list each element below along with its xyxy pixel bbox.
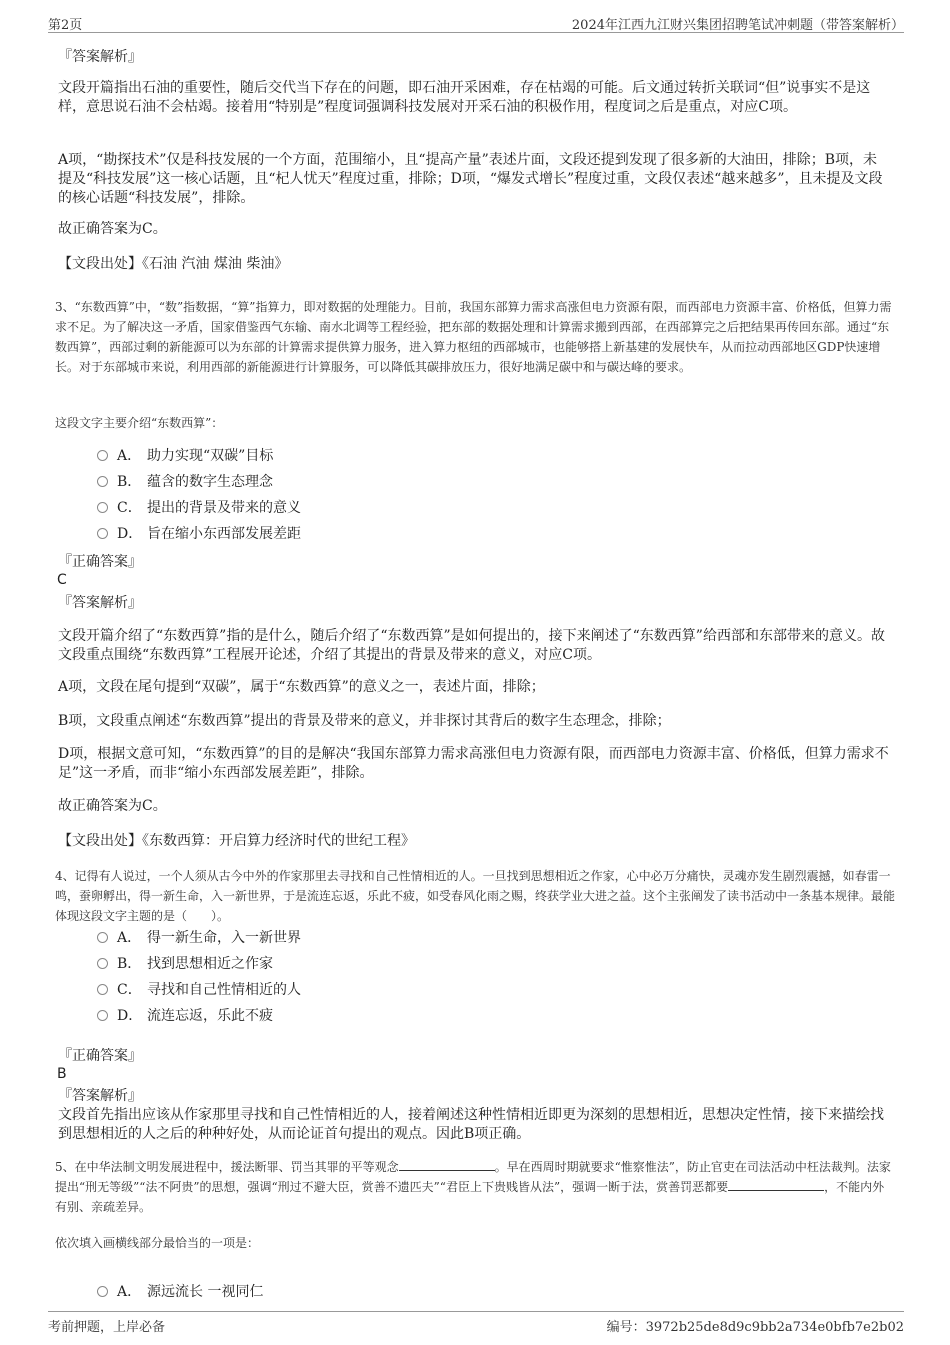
radio-icon[interactable]: [97, 1010, 108, 1021]
correct-answer-label: 『正确答案』: [58, 554, 142, 570]
fill-blank: [728, 1178, 824, 1191]
correct-answer: B: [57, 1066, 67, 1082]
fill-blank: [399, 1158, 495, 1171]
radio-icon[interactable]: [97, 932, 108, 943]
analysis-paragraph: D项，根据文意可知，“东数西算”的目的是解决“我国东部算力需求高涨但电力资源有限，而西部电力资源丰富、价格低，但算力需求不足”这一矛盾，而非“缩小东西部发展差距”，排除。: [58, 746, 889, 781]
question-5-text: 5、在中华法制文明发展进程中，援法断罪、罚当其罪的平等观念 。早在西周时期就要求“惟察惟法”，防止官吏在司法活动中枉法裁判。法家提出“刑无等级”“法不阿贵”的思想，强调“刑过不避大臣，赏善不遗匹夫”“君臣上下贵贱皆从法”，强调一断于法，赏善罚恶都要 ，不能内外有别、亲疏差异。: [55, 1160, 891, 1214]
option-d[interactable]: D． 旨在缩小东西部发展差距: [97, 525, 301, 544]
source-citation: 【文段出处】《东数西算：开启算力经济时代的世纪工程》: [58, 833, 415, 849]
radio-icon[interactable]: [97, 984, 108, 995]
analysis-paragraph: 文段开篇介绍了“东数西算”指的是什么，随后介绍了“东数西算”是如何提出的，接下来阐述了“东数西算”给西部和东部带来的意义。故文段重点围绕“东数西算”工程展开论述，介绍了其提出的背景及带来的意义，对应C项。: [58, 628, 885, 663]
option-c[interactable]: C． 提出的背景及带来的意义: [97, 499, 301, 518]
analysis-paragraph: A项，文段在尾句提到“双碳”，属于“东数西算”的意义之一，表述片面，排除；: [58, 679, 545, 695]
document-title: 2024年江西九江财兴集团招聘笔试冲刺题（带答案解析）: [571, 18, 904, 33]
answer-conclusion: 故正确答案为C。: [58, 798, 167, 814]
answer-conclusion: 故正确答案为C。: [58, 221, 167, 237]
question-5-stem: 依次填入画横线部分最恰当的一项是：: [55, 1236, 260, 1250]
question-4-text: 4、记得有人说过，一个人须从古今中外的作家那里去寻找和自己性情相近的人。一旦找到思想相近之作家，心中必万分痛快，灵魂亦发生剧烈震撼，如春雷一鸣，蚕卵孵出，得一新生命，入一新世界，于是流连忘返，乐此不疲，如受春风化雨之赐，终获学业大进之益。这个主张阐发了读书活动中一条基本规律。最能体现这段文字主题的是（ ）。: [55, 869, 896, 923]
radio-icon[interactable]: [97, 502, 108, 513]
option-b[interactable]: B． 找到思想相近之作家: [97, 955, 273, 974]
radio-icon[interactable]: [97, 1286, 108, 1297]
option-b[interactable]: B． 蕴含的数字生态理念: [97, 473, 273, 492]
correct-answer: C: [57, 572, 67, 588]
analysis-label: 『答案解析』: [58, 1088, 142, 1104]
document-id: 编号：3972b25de8d9c9bb2a734e0bfb7e2b02: [606, 1320, 904, 1335]
analysis-paragraph: 文段开篇指出石油的重要性，随后交代当下存在的问题，即石油开采困难，存在枯竭的可能。后文通过转折关联词“但”说事实不是这样，意思说石油不会枯竭。接着用“特别是”程度词强调科技发展对开采石油的积极作用，程度词之后是重点，对应C项。: [58, 80, 871, 115]
option-a[interactable]: A． 助力实现“双碳”目标: [97, 447, 273, 466]
analysis-paragraph: 文段首先指出应该从作家那里寻找和自己性情相近的人，接着阐述这种性情相近即更为深刻的思想相近，思想决定性情，接下来描绘找到思想相近的人之后的种种好处，从而论证首句提出的观点。因此B项正确。: [58, 1107, 884, 1142]
page-header: [48, 10, 904, 33]
radio-icon[interactable]: [97, 450, 108, 461]
analysis-paragraph: B项，文段重点阐述“东数西算”提出的背景及带来的意义，并非探讨其背后的数字生态理念，排除；: [58, 713, 671, 729]
analysis-label: 『答案解析』: [58, 595, 142, 611]
radio-icon[interactable]: [97, 958, 108, 969]
analysis-label: 『答案解析』: [58, 49, 142, 65]
source-citation: 【文段出处】《石油 汽油 煤油 柴油》: [58, 256, 289, 272]
page-footer: [48, 1311, 904, 1334]
option-a[interactable]: A． 得一新生命，入一新世界: [97, 929, 301, 948]
page-number: 第2页: [48, 18, 83, 33]
footer-slogan: 考前押题，上岸必备: [48, 1320, 166, 1335]
radio-icon[interactable]: [97, 476, 108, 487]
option-c[interactable]: C． 寻找和自己性情相近的人: [97, 981, 301, 1000]
question-3-stem: 这段文字主要介绍“东数西算”：: [55, 416, 224, 430]
question-3-text: 3、“东数西算”中，“数”指数据，“算”指算力，即对数据的处理能力。目前，我国东部算力需求高涨但电力资源有限，而西部电力资源丰富、价格低，但算力需求不足。为了解决这一矛盾，国家借鉴西气东输、南水北调等工程经验，把东部的数据处理和计算需求搬到西部，在西部算完之后把结果再传回东部。通过“东数西算”，西部过剩的新能源可以为东部的计算需求提供算力服务，进入算力枢纽的西部城市，也能够搭上新基建的发展快车，从而拉动西部地区GDP快速增长。对于东部城市来说，利用西部的新能源进行计算服务，可以降低其碳排放压力，很好地满足碳中和与碳达峰的要求。: [55, 300, 892, 374]
analysis-paragraph: A项，“勘探技术”仅是科技发展的一个方面，范围缩小，且“提高产量”表述片面，文段还提到发现了很多新的大油田，排除；B项，未提及“科技发展”这一核心话题，且“杞人忧天”程度过重，排除；D项，“爆发式增长”程度过重，文段仅表述“越来越多”，且未提及文段的核心话题“科技发展”，排除。: [58, 152, 883, 206]
option-d[interactable]: D． 流连忘返，乐此不疲: [97, 1007, 273, 1026]
radio-icon[interactable]: [97, 528, 108, 539]
option-a[interactable]: A． 源远流长 一视同仁: [97, 1283, 263, 1302]
correct-answer-label: 『正确答案』: [58, 1048, 142, 1064]
